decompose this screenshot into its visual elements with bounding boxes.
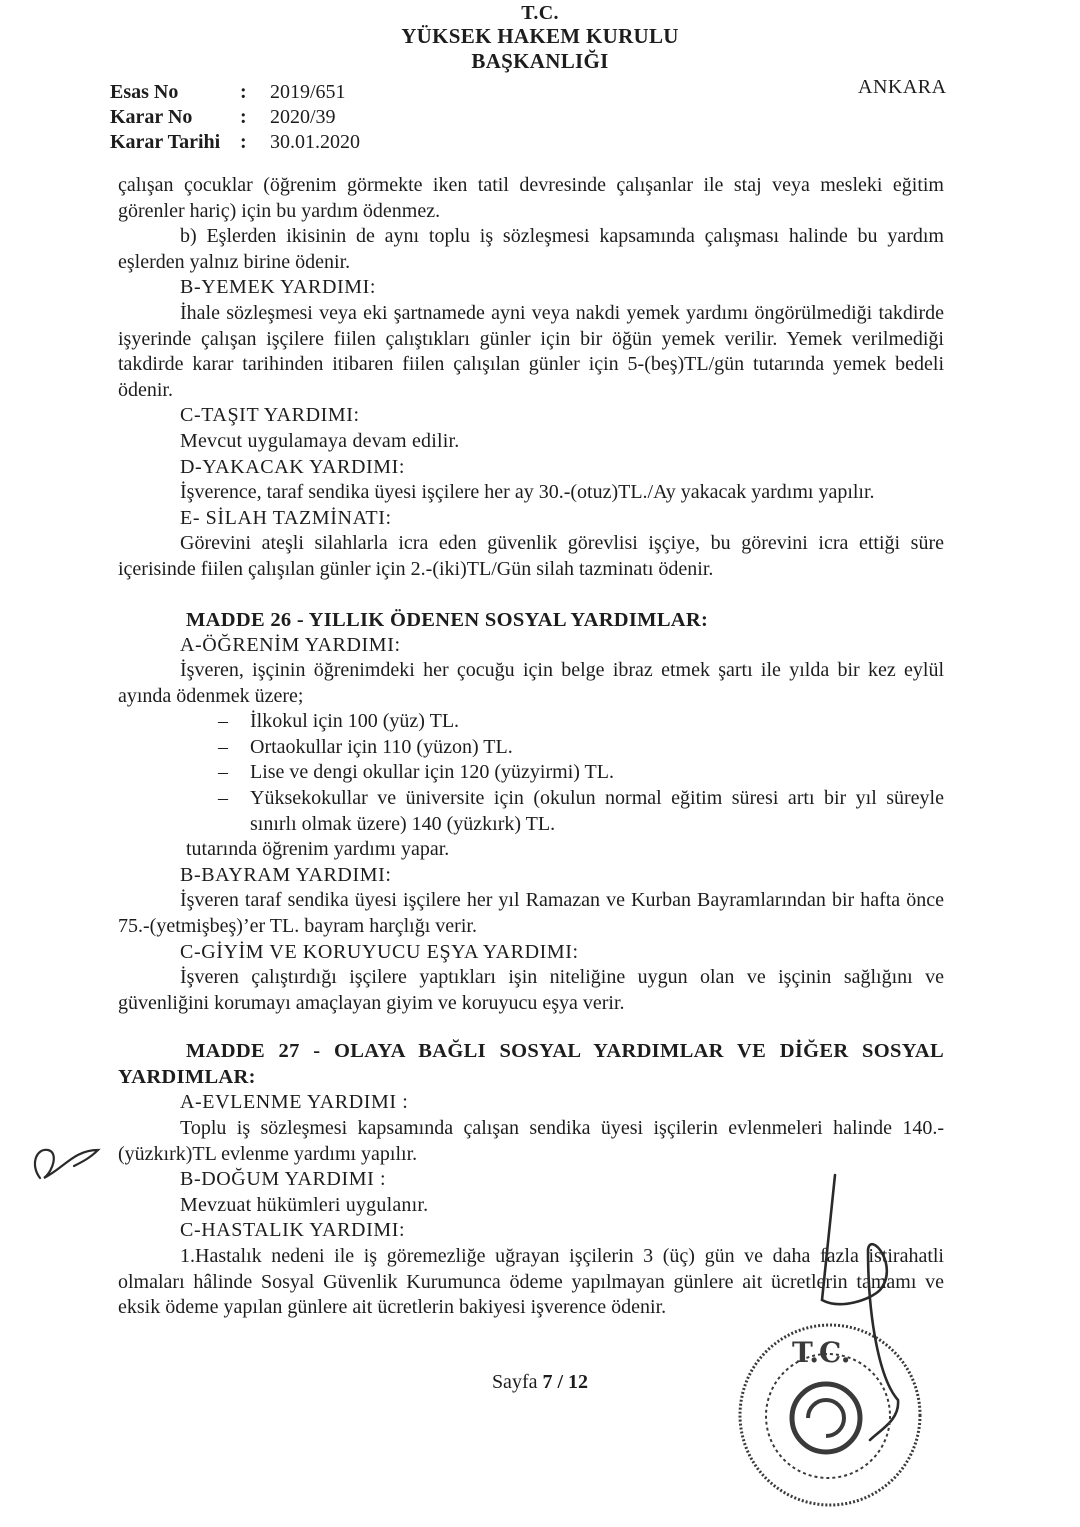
header-office: BAŞKANLIĞI [471,49,609,73]
list-item-text: Ortaokullar için 110 (yüzon) TL. [250,735,513,758]
meta-row-esas [110,80,360,105]
official-stamp [740,1325,920,1505]
heading-bayram: B-BAYRAM YARDIMI: [180,863,392,886]
heading-dogum: B-DOĞUM YARDIMI : [180,1168,387,1191]
page-label: Sayfa [491,1371,538,1393]
paraph-signature [35,1150,98,1178]
article-27-title: MADDE 27 - OLAYA BAĞLI SOSYAL YARDIMLAR VE DİĞER SOSYAL YARDIMLAR: [118,1040,944,1089]
heading-yakacak: D-YAKACAK YARDIMI: [180,455,406,478]
header-tc: T.C. [521,2,559,24]
list-item [218,760,944,786]
tarih-label: Karar Tarihi [110,131,221,153]
document-header [0,2,1080,74]
dash-marker: – [218,761,228,784]
meta-colon: : [240,131,247,153]
list-item [218,709,944,735]
paragraph-yemek: İhale sözleşmesi veya eki şartnamede ayni veya nakdi yemek yardımı öngörülmediği takdirde işyerinde çalışan işçilere fiilen çalıştıkları günler için bir öğün yemek verilir. Yemek verilmediği takdirde karar tarihinden itibaren fiilen çalışılan günler için 5-(beş)TL/gün tutarında yemek bedeli ödenir. [118,301,944,401]
education-allowance-list [118,709,944,837]
header-institution: YÜKSEK HAKEM KURULU [401,24,679,48]
page-number: 7 / 12 [542,1371,589,1393]
paragraph-tasit: Mevcut uygulamaya devam edilir. [180,429,460,452]
heading-evlenme: A-EVLENME YARDIMI : [180,1091,409,1114]
heading-yemek: B-YEMEK YARDIMI: [180,276,377,299]
paragraph-silah: Görevini ateşli silahlarla icra eden güvenlik görevlisi işçiye, bu görevini icra ettiği süre içerisinde fiilen çalışılan günler için 2.-(iki)TL/Gün silah tazminatı ödenir. [118,532,944,580]
paragraph-children: çalışan çocuklar (öğrenim görmekte iken tatil devresinde çalışanlar ile staj veya mesleki eğitim görenler hariç) için bu yardım ödenmez. [118,174,944,222]
meta-colon: : [240,81,247,103]
paragraph-evlenme: Toplu iş sözleşmesi kapsamında çalışan sendika üyesi işçilerin evlenmeleri halinde 140.-(yüzkırk)TL evlenme yardımı yapılır. [118,1117,944,1165]
page-footer [0,1371,1080,1394]
tarih-value: 30.01.2020 [270,131,360,153]
esas-value: 2019/651 [270,81,346,103]
stamp-text: T.C. [792,1336,851,1369]
heading-ogrenim: A-ÖĞRENİM YARDIMI: [180,633,401,656]
paragraph-spouses: b) Eşlerden ikisinin de aynı toplu iş sözleşmesi kapsamında çalışması halinde bu yardım eşlerden yalnız birine ödenir. [118,225,944,273]
esas-label: Esas No [110,81,179,103]
heading-giyim: C-GİYİM VE KORUYUCU EŞYA YARDIMI: [180,940,579,963]
list-item-text: Lise ve dengi okullar için 120 (yüzyirmi) TL. [250,761,614,784]
list-item-text: Yüksekokullar ve üniversite için (okulun normal eğitim süresi artı bir yıl süreyle sınırlı olmak üzere) 140 (yüzkırk) TL. [250,787,944,835]
paragraph-ogrenim-end: tutarında öğrenim yardımı yapar. [186,838,450,861]
heading-hastalik: C-HASTALIK YARDIMI: [180,1219,406,1242]
list-item [218,786,944,837]
article-26-title: MADDE 26 - YILLIK ÖDENEN SOSYAL YARDIMLAR: [186,608,709,631]
meta-row-tarih [110,130,360,155]
city-label: ANKARA [858,76,947,98]
paragraph-ogrenim: İşveren, işçinin öğrenimdeki her çocuğu için belge ibraz etmek şartı ile yılda bir kez eylül ayında ödenmek üzere; [118,659,944,707]
paragraph-hastalik: 1.Hastalık nedeni ile iş göremezliğe uğrayan işçilerin 3 (üç) gün ve daha fazla istirahatli olmaları hâlinde Sosyal Güvenlik Kurumunca ödeme yapılmayan günlere ait ücretlerin tamamı ve eksik ödeme yapılan günlere ait ücretlerin bakiyesi işverence ödenir. [118,1244,944,1319]
document-body [118,173,944,1321]
case-meta [110,80,360,155]
list-item-text: İlkokul için 100 (yüz) TL. [250,710,460,733]
meta-colon: : [240,106,247,128]
list-item [218,735,944,761]
karar-label: Karar No [110,106,193,128]
dash-marker: – [218,735,228,758]
paragraph-bayram: İşveren taraf sendika üyesi işçilere her yıl Ramazan ve Kurban Bayramlarından bir hafta önce 75.-(yetmişbeş)’er TL. bayram harçlığı verir. [118,889,944,938]
paragraph-yakacak: İşverence, taraf sendika üyesi işçilere her ay 30.-(otuz)TL./Ay yakacak yardımı yapılır. [180,481,875,504]
heading-silah: E- SİLAH TAZMİNATI: [180,506,392,529]
dash-marker: – [218,710,228,733]
paragraph-dogum: Mevzuat hükümleri uygulanır. [180,1193,429,1216]
meta-row-karar [110,105,360,130]
paragraph-giyim: İşveren çalıştırdığı işçilere yaptıkları işin niteliğine uygun olan ve işçinin sağlığını ve güvenliğini korumayı amaçlayan giyim ve koruyucu eşya verir. [118,966,944,1014]
heading-tasit: C-TAŞIT YARDIMI: [180,404,360,427]
karar-value: 2020/39 [270,106,336,128]
dash-marker: – [218,787,228,810]
